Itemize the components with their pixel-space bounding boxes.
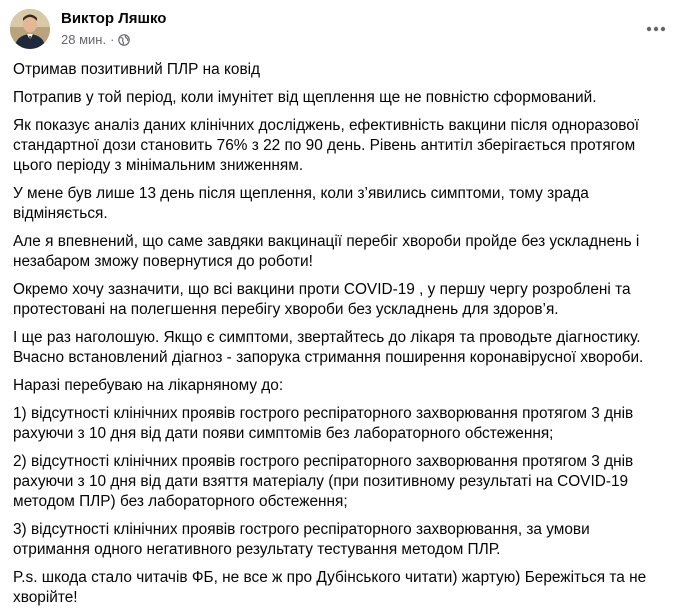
post-paragraph: Отримав позитивний ПЛР на ковід <box>13 61 261 78</box>
post-paragraph: Але я впевнений, що саме завдяки вакцинації перебіг хвороби пройде без ускладнень і незабаром зможу повернутися до роботи! <box>13 233 640 270</box>
post-paragraph: Потрапив у той період, коли імунітет від щеплення ще не повністю сформований. <box>13 89 597 106</box>
post-paragraph: І ще раз наголошую. Якщо є симптоми, звертайтесь до лікаря та проводьте діагностику. Вчасно встановлений діагноз - запорука стримання поширення коронавірусної хвороби. <box>13 329 644 366</box>
post-paragraph: P.s. шкода стало читачів ФБ, не все ж про Дубінського читати) жартую) Бережіться та не хворійте! <box>13 569 647 606</box>
avatar-photo <box>10 9 50 49</box>
post-paragraph: 2) відсутності клінічних проявів гострого респіраторного захворювання протягом 3 днів рахуючи з 10 дня від дати взяття матеріалу (при позитивному результаті на COVID-19 методом ПЛР) без лабораторного обстеження; <box>13 453 634 510</box>
author-avatar[interactable] <box>10 9 50 49</box>
post-meta <box>61 32 130 47</box>
post-time[interactable]: 28 мин. <box>61 32 107 47</box>
post-paragraph: 1) відсутності клінічних проявів гострого респіраторного захворювання протягом 3 днів рахуючи з 10 дня від дати появи симптомів без лабораторного обстеження; <box>13 405 634 442</box>
meta-separator: · <box>110 32 115 47</box>
post-paragraph: У мене був лише 13 день після щеплення, коли з’явились симптоми, тому зрада відміняється. <box>13 185 589 222</box>
post-paragraph: Наразі перебуваю на лікарняному до: <box>13 377 284 394</box>
post-header <box>10 9 672 49</box>
more-options-icon[interactable] <box>642 15 670 43</box>
post-paragraph: Окремо хочу зазначити, що всі вакцини проти COVID-19 , у першу чергу розроблені та протестовані на полегшення перебігу хвороби без ускладнень для здоров’я. <box>13 281 631 318</box>
globe-icon[interactable] <box>118 34 130 46</box>
post-paragraph: 3) відсутності клінічних проявів гострого респіраторного захворювання, за умови отримання одного негативного результату тестування методом ПЛР. <box>13 521 590 558</box>
post-paragraph: Як показує аналіз даних клінічних досліджень, ефективність вакцини після одноразової стандартної дози становить 76% з 22 по 90 день. Рівень антитіл зберігається протягом цього періоду з мінімальним зниженням. <box>13 117 640 174</box>
author-name[interactable]: Виктор Ляшко <box>61 10 167 27</box>
post-body <box>13 60 670 616</box>
